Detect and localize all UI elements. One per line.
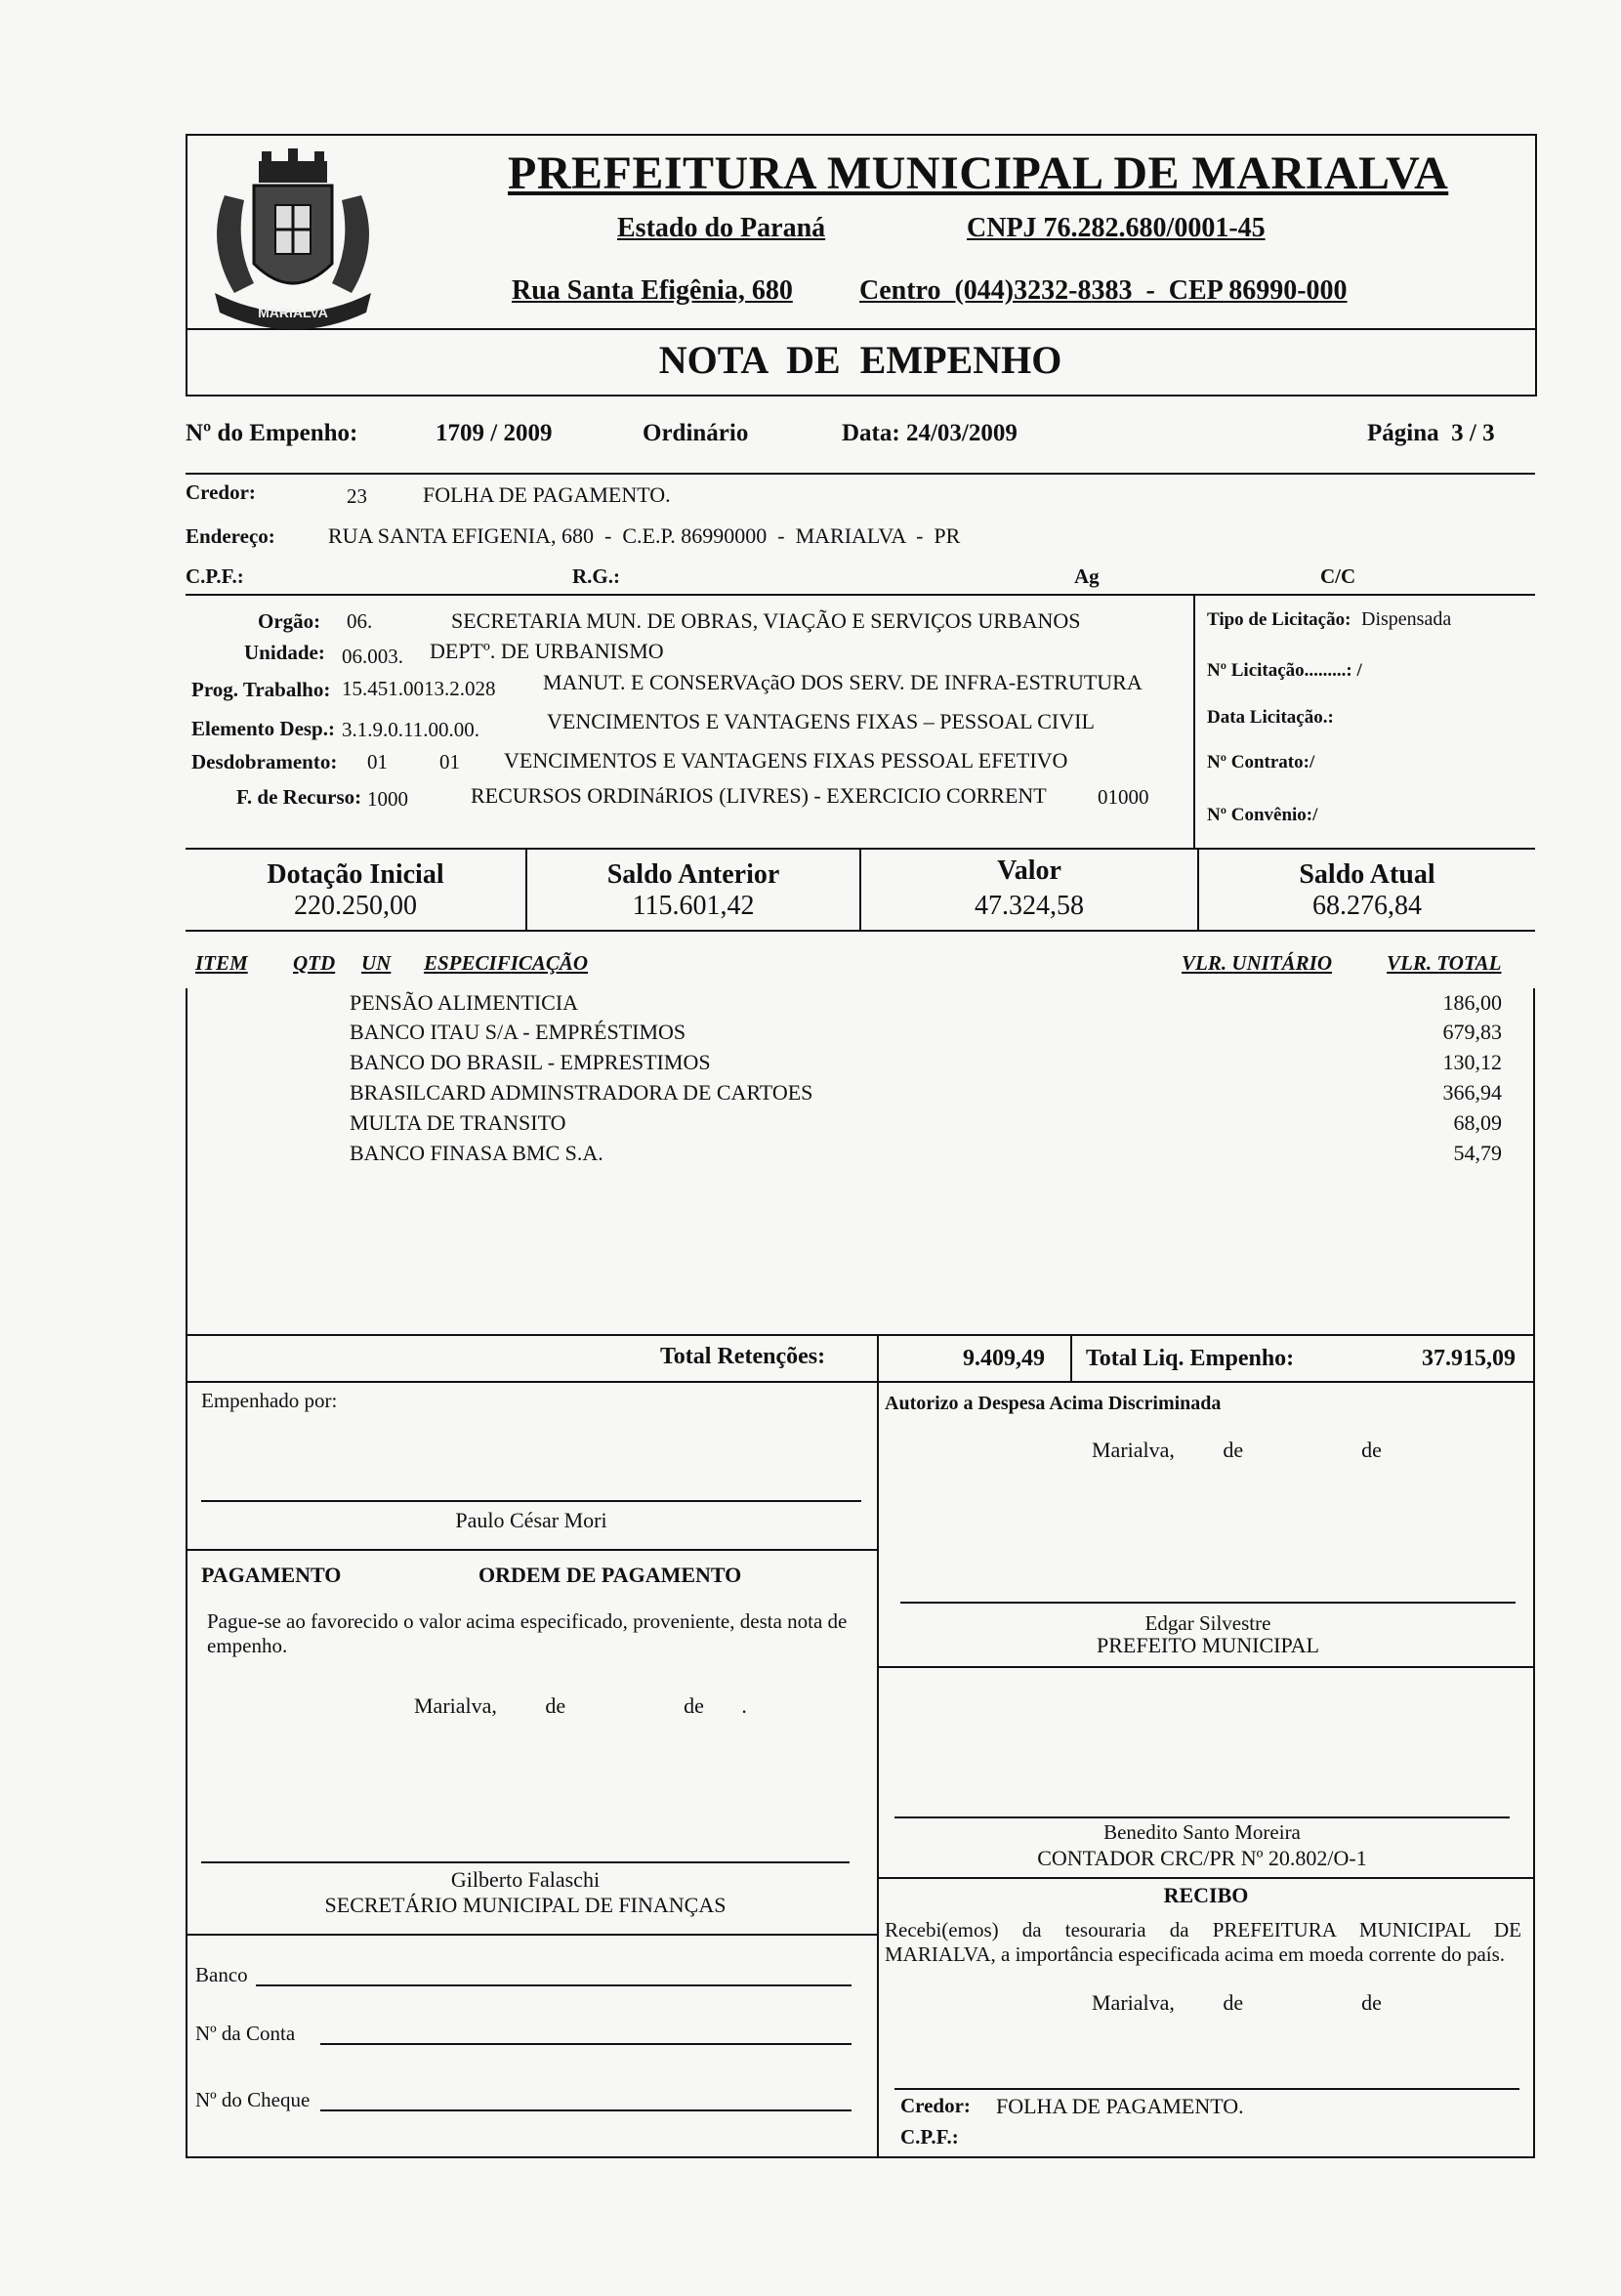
saldo-anterior-label: Saldo Anterior [606, 859, 780, 890]
desdobramento-a: 01 [367, 750, 388, 773]
lower-center-divider [877, 1381, 879, 2158]
pagamento-label: PAGAMENTO [201, 1563, 342, 1587]
budget-divider [1193, 594, 1195, 848]
endereco-value: RUA SANTA EFIGENIA, 680 - C.E.P. 86990000 - MARIALVA - PR [328, 523, 961, 548]
totals-divider-2 [1070, 1334, 1072, 1383]
crest-motto: MARIALVA [258, 305, 328, 320]
item-total: 130,12 [1442, 1050, 1502, 1074]
total-liquido-value: 37.915,09 [1422, 1346, 1516, 1371]
ordem-place-date: Marialva, de de . [414, 1693, 747, 1718]
contador-role: CONTADOR CRC/PR Nº 20.802/O-1 [1037, 1846, 1367, 1870]
rule-after-saldos [186, 930, 1535, 932]
col-un: UN [361, 951, 392, 975]
prefeito-name: Edgar Silvestre [1144, 1611, 1271, 1635]
prog-desc: MANUT. E CONSERVAçãO DOS SERV. DE INFRA-ESTRUTURA [543, 670, 1143, 694]
cheque-label: Nº do Cheque [195, 2088, 311, 2111]
col-qtd: QTD [293, 951, 336, 975]
prog-code: 15.451.0013.2.028 [342, 677, 496, 700]
recibo-cpf-label: C.P.F.: [900, 2125, 959, 2149]
dotacao-inicial-label: Dotação Inicial [267, 859, 444, 890]
contador-signature-line [894, 1816, 1510, 1818]
rule-after-empenho [186, 473, 1535, 475]
secretario-role: SECRETÁRIO MUNICIPAL DE FINANÇAS [324, 1893, 727, 1917]
numero-licitacao: Nº Licitação.........: / [1207, 660, 1362, 681]
col-especificacao: ESPECIFICAÇÃO [424, 951, 589, 975]
ordem-pagamento-label: ORDEM DE PAGAMENTO [478, 1563, 742, 1587]
data-licitacao: Data Licitação.: [1207, 707, 1334, 728]
item-total: 679,83 [1442, 1020, 1502, 1044]
items-right-border [1533, 988, 1535, 2158]
cnpj-label: CNPJ 76.282.680/0001-45 [967, 213, 1266, 243]
item-total: 366,94 [1442, 1080, 1502, 1105]
total-retencoes-label: Total Retenções: [660, 1344, 826, 1369]
empenho-page: Página 3 / 3 [1367, 420, 1495, 446]
empenho-label: Nº do Empenho: [186, 420, 358, 446]
unidade-code: 06.003. [342, 645, 403, 668]
empenho-type: Ordinário [643, 420, 749, 446]
unidade-label: Unidade: [244, 641, 325, 664]
rg-label: R.G.: [572, 564, 620, 588]
item-total: 186,00 [1442, 990, 1502, 1015]
prefeito-role: PREFEITO MUNICIPAL [1097, 1633, 1319, 1657]
numero-convenio: Nº Convênio:/ [1207, 805, 1318, 825]
credor-code: 23 [347, 484, 367, 508]
empenho-number: 1709 / 2009 [436, 420, 553, 446]
empenho-date: Data: 24/03/2009 [842, 420, 1018, 446]
item-desc: BANCO ITAU S/A - EMPRÉSTIMOS [350, 1020, 686, 1044]
item-desc: BANCO DO BRASIL - EMPRESTIMOS [350, 1050, 711, 1074]
autorizo-place-date: Marialva, de de [1092, 1438, 1382, 1462]
prefeitura-title: PREFEITURA MUNICIPAL DE MARIALVA [508, 147, 1449, 199]
prefeito-signature-line [900, 1602, 1516, 1604]
items-left-border [186, 988, 187, 2158]
cheque-field-line[interactable] [320, 2109, 852, 2111]
col-item: ITEM [195, 951, 248, 975]
address-label: Centro (044)3232-8383 - CEP 86990-000 [859, 275, 1348, 306]
total-retencoes-value: 9.409,49 [963, 1346, 1045, 1371]
banco-field-line[interactable] [256, 1984, 852, 1986]
desdobramento-b: 01 [439, 750, 460, 773]
item-total: 54,79 [1453, 1141, 1502, 1165]
empenhado-signature-line [201, 1500, 861, 1502]
recibo-place-date: Marialva, de de [1092, 1990, 1382, 2015]
cc-label: C/C [1320, 564, 1356, 588]
street-label: Rua Santa Efigênia, 680 [512, 275, 793, 306]
recibo-label: RECIBO [1163, 1883, 1249, 1907]
item-desc: BRASILCARD ADMINSTRADORA DE CARTOES [350, 1080, 813, 1105]
elemento-label: Elemento Desp.: [191, 717, 335, 740]
col-vlr-unitario: VLR. UNITÁRIO [1182, 951, 1333, 975]
conta-field-line[interactable] [320, 2043, 852, 2045]
fonte-extra: 01000 [1098, 785, 1149, 809]
dotacao-inicial-value: 220.250,00 [294, 891, 417, 921]
orgao-desc: SECRETARIA MUN. DE OBRAS, VIAÇÃO E SERVIÇOS URBANOS [451, 608, 1081, 633]
fonte-code: 1000 [367, 787, 408, 811]
rule-after-prefeito [877, 1666, 1535, 1668]
rule-totals-top [186, 1334, 1535, 1336]
empenhado-name: Paulo César Mori [455, 1508, 607, 1532]
ordem-pagamento-text: Pague-se ao favorecido o valor acima especificado, proveniente, desta nota de empenho. [207, 1609, 848, 1657]
rule-before-pagamento [186, 1549, 879, 1551]
valor-value: 47.324,58 [975, 891, 1084, 921]
banco-label: Banco [195, 1963, 248, 1986]
cpf-label: C.P.F.: [186, 564, 244, 588]
recibo-credor-value: FOLHA DE PAGAMENTO. [996, 2094, 1244, 2118]
saldo-atual-value: 68.276,84 [1312, 891, 1422, 921]
elemento-code: 3.1.9.0.11.00.00. [342, 718, 479, 741]
credor-label: Credor: [186, 480, 256, 504]
fonte-desc: RECURSOS ORDINáRIOS (LIVRES) - EXERCICIO CORRENT [471, 783, 1047, 808]
recibo-text: Recebi(emos) da tesouraria da PREFEITURA MUNICIPAL DE MARIALVA, a importância especificada acima em moeda corrente do país. [885, 1918, 1521, 1966]
item-desc: BANCO FINASA BMC S.A. [350, 1141, 603, 1165]
conta-label: Nº da Conta [195, 2022, 296, 2045]
item-total: 68,09 [1453, 1110, 1502, 1135]
ag-label: Ag [1074, 564, 1100, 588]
secretario-name: Gilberto Falaschi [450, 1867, 601, 1892]
fonte-label: F. de Recurso: [236, 785, 362, 809]
rule-after-credor [186, 594, 1535, 596]
total-liquido-label: Total Liq. Empenho: [1086, 1346, 1295, 1371]
orgao-code: 06. [347, 609, 373, 633]
tipo-licitacao-label: Tipo de Licitação: [1207, 609, 1351, 630]
item-desc: PENSÃO ALIMENTICIA [350, 990, 579, 1015]
saldo-atual-label: Saldo Atual [1299, 859, 1435, 890]
unidade-desc: DEPTº. DE URBANISMO [430, 639, 664, 663]
empenhado-por-label: Empenhado por: [201, 1389, 338, 1412]
orgao-label: Orgão: [258, 609, 321, 633]
desdobramento-desc: VENCIMENTOS E VANTAGENS FIXAS PESSOAL EFETIVO [504, 748, 1068, 772]
endereco-label: Endereço: [186, 524, 275, 548]
rule-totals-bottom [186, 1381, 1535, 1383]
rule-before-banco [186, 1934, 879, 1936]
desdobramento-label: Desdobramento: [191, 750, 338, 773]
outer-bottom-border [186, 2156, 1535, 2158]
doc-title: NOTA DE EMPENHO [658, 338, 1062, 382]
tipo-licitacao-value: Dispensada [1361, 608, 1452, 630]
state-label: Estado do Paraná [617, 213, 826, 243]
recibo-credor-label: Credor: [900, 2094, 971, 2117]
saldo-anterior-value: 115.601,42 [632, 891, 755, 921]
numero-contrato: Nº Contrato:/ [1207, 752, 1315, 772]
autorizo-label: Autorizo a Despesa Acima Discriminada [885, 1393, 1222, 1414]
credor-name: FOLHA DE PAGAMENTO. [423, 482, 671, 507]
elemento-desc: VENCIMENTOS E VANTAGENS FIXAS – PESSOAL CIVIL [547, 709, 1095, 733]
city-crest-logo [195, 137, 391, 332]
secretario-signature-line [201, 1861, 850, 1863]
col-vlr-total: VLR. TOTAL [1387, 951, 1502, 975]
prog-label: Prog. Trabalho: [191, 678, 331, 701]
contador-name: Benedito Santo Moreira [1103, 1820, 1301, 1844]
recebedor-signature-line [894, 2088, 1519, 2090]
item-desc: MULTA DE TRANSITO [350, 1110, 566, 1135]
valor-label: Valor [997, 856, 1061, 886]
rule-before-recibo [877, 1877, 1535, 1879]
